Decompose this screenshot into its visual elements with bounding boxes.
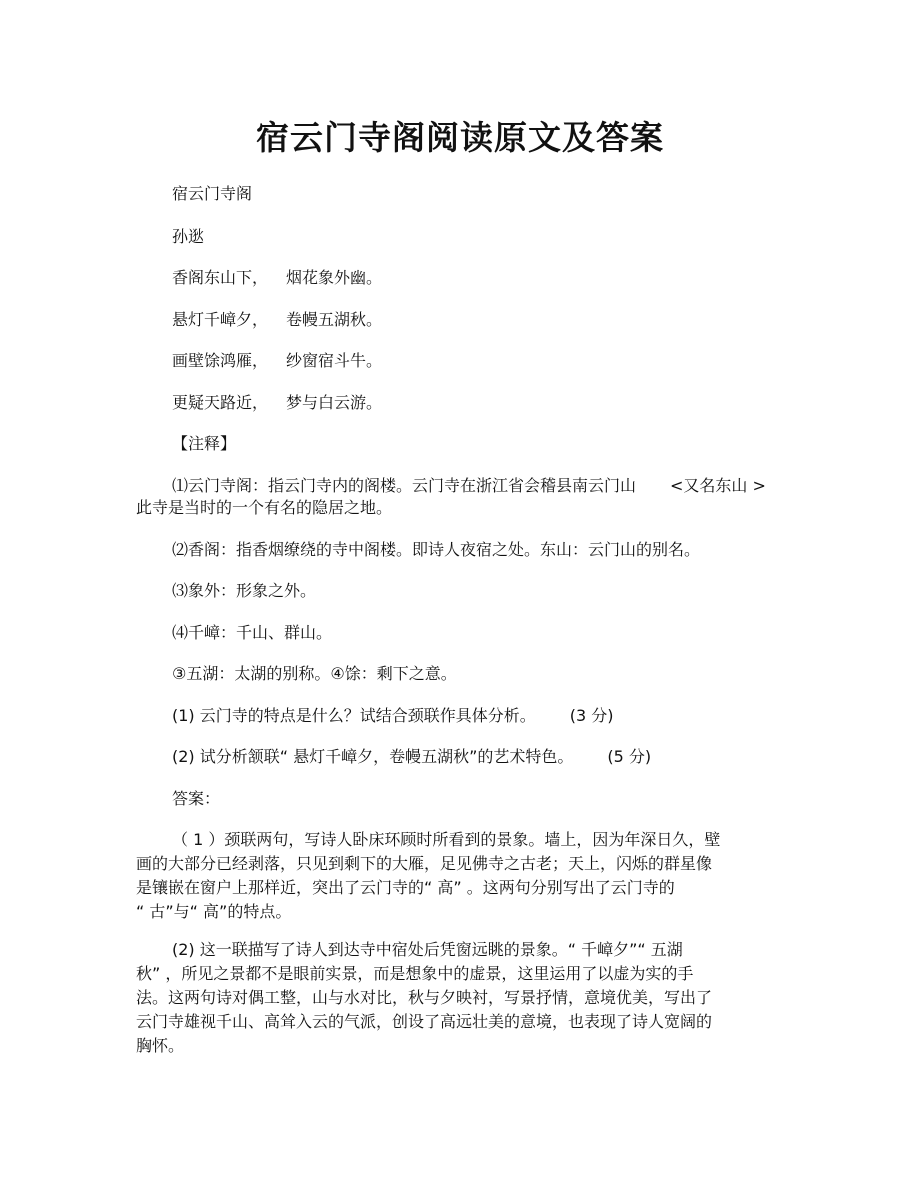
note-5: ③五湖：太湖的别称。④馀：剩下之意。 — [172, 664, 457, 683]
answer-1 — [136, 828, 756, 924]
question-score: (5 分) — [607, 747, 652, 766]
question-score: (3 分) — [569, 706, 614, 725]
answer-2 — [136, 938, 756, 1058]
answer-label: 答案： — [172, 789, 221, 808]
couplet-line-a: 香阁东山下， — [172, 268, 269, 287]
answer-line: 是镶嵌在窗户上那样近，突出了云门寺的“ 高” 。这两句分别写出了云门寺的 — [136, 878, 675, 897]
note-1-line-1 — [172, 475, 766, 497]
poem-couplet-3 — [172, 350, 382, 372]
answer-line: （ 1 ）颈联两句，写诗人卧床环顾时所看到的景象。墙上，因为年深日久，壁 — [172, 830, 721, 849]
page-title: 宿云门寺阁阅读原文及答案 — [256, 118, 664, 157]
poem-author: 孙逖 — [172, 227, 205, 246]
note-1-line-2: 此寺是当时的一个有名的隐居之地。 — [136, 498, 393, 517]
notes-heading: 【注释】 — [172, 434, 237, 453]
couplet-line-b: 纱窗宿斗牛。 — [286, 351, 383, 370]
poem-couplet-4 — [172, 392, 382, 414]
couplet-line-b: 烟花象外幽。 — [286, 268, 383, 287]
question-1 — [172, 705, 614, 727]
poem-title: 宿云门寺阁 — [172, 184, 253, 203]
answer-line: (2) 这一联描写了诗人到达寺中宿处后凭窗远眺的景象。“ 千嶂夕”“ 五湖 — [172, 940, 683, 959]
poem-couplet-2 — [172, 309, 382, 331]
couplet-line-b: 梦与白云游。 — [286, 393, 383, 412]
answer-line: “ 古”与“ 高”的特点。 — [136, 902, 292, 921]
poem-couplet-1 — [172, 267, 382, 289]
note-text-alias: <又名东山 > — [670, 476, 766, 495]
question-text: (2) 试分析颔联“ 悬灯千嶂夕，卷幔五湖秋”的艺术特色。 — [172, 747, 574, 766]
couplet-line-a: 更疑天路近， — [172, 393, 269, 412]
couplet-line-b: 卷幔五湖秋。 — [286, 310, 383, 329]
note-2: ⑵香阁：指香烟缭绕的寺中阁楼。即诗人夜宿之处。东山：云门山的别名。 — [172, 540, 701, 559]
note-3: ⑶象外：形象之外。 — [172, 581, 317, 600]
answer-line: 画的大部分已经剥落，只见到剩下的大雁，足见佛寺之古老；天上，闪烁的群星像 — [136, 854, 713, 873]
note-text: ⑴云门寺阁：指云门寺内的阁楼。云门寺在浙江省会稽县南云门山 — [172, 476, 637, 495]
answer-line: 胸怀。 — [136, 1036, 185, 1055]
answer-line: 法。这两句诗对偶工整，山与水对比，秋与夕映衬，写景抒情，意境优美，写出了 — [136, 988, 713, 1007]
note-4: ⑷千嶂：千山、群山。 — [172, 623, 333, 642]
answer-line: 秋” ，所见之景都不是眼前实景，而是想象中的虚景，这里运用了以虚为实的手 — [136, 964, 694, 983]
couplet-line-a: 画壁馀鸿雁， — [172, 351, 269, 370]
couplet-line-a: 悬灯千嶂夕， — [172, 310, 269, 329]
question-text: (1) 云门寺的特点是什么？试结合颈联作具体分析。 — [172, 706, 536, 725]
answer-line: 云门寺雄视千山、高耸入云的气派，创设了高远壮美的意境，也表现了诗人宽阔的 — [136, 1012, 713, 1031]
question-2 — [172, 746, 651, 768]
